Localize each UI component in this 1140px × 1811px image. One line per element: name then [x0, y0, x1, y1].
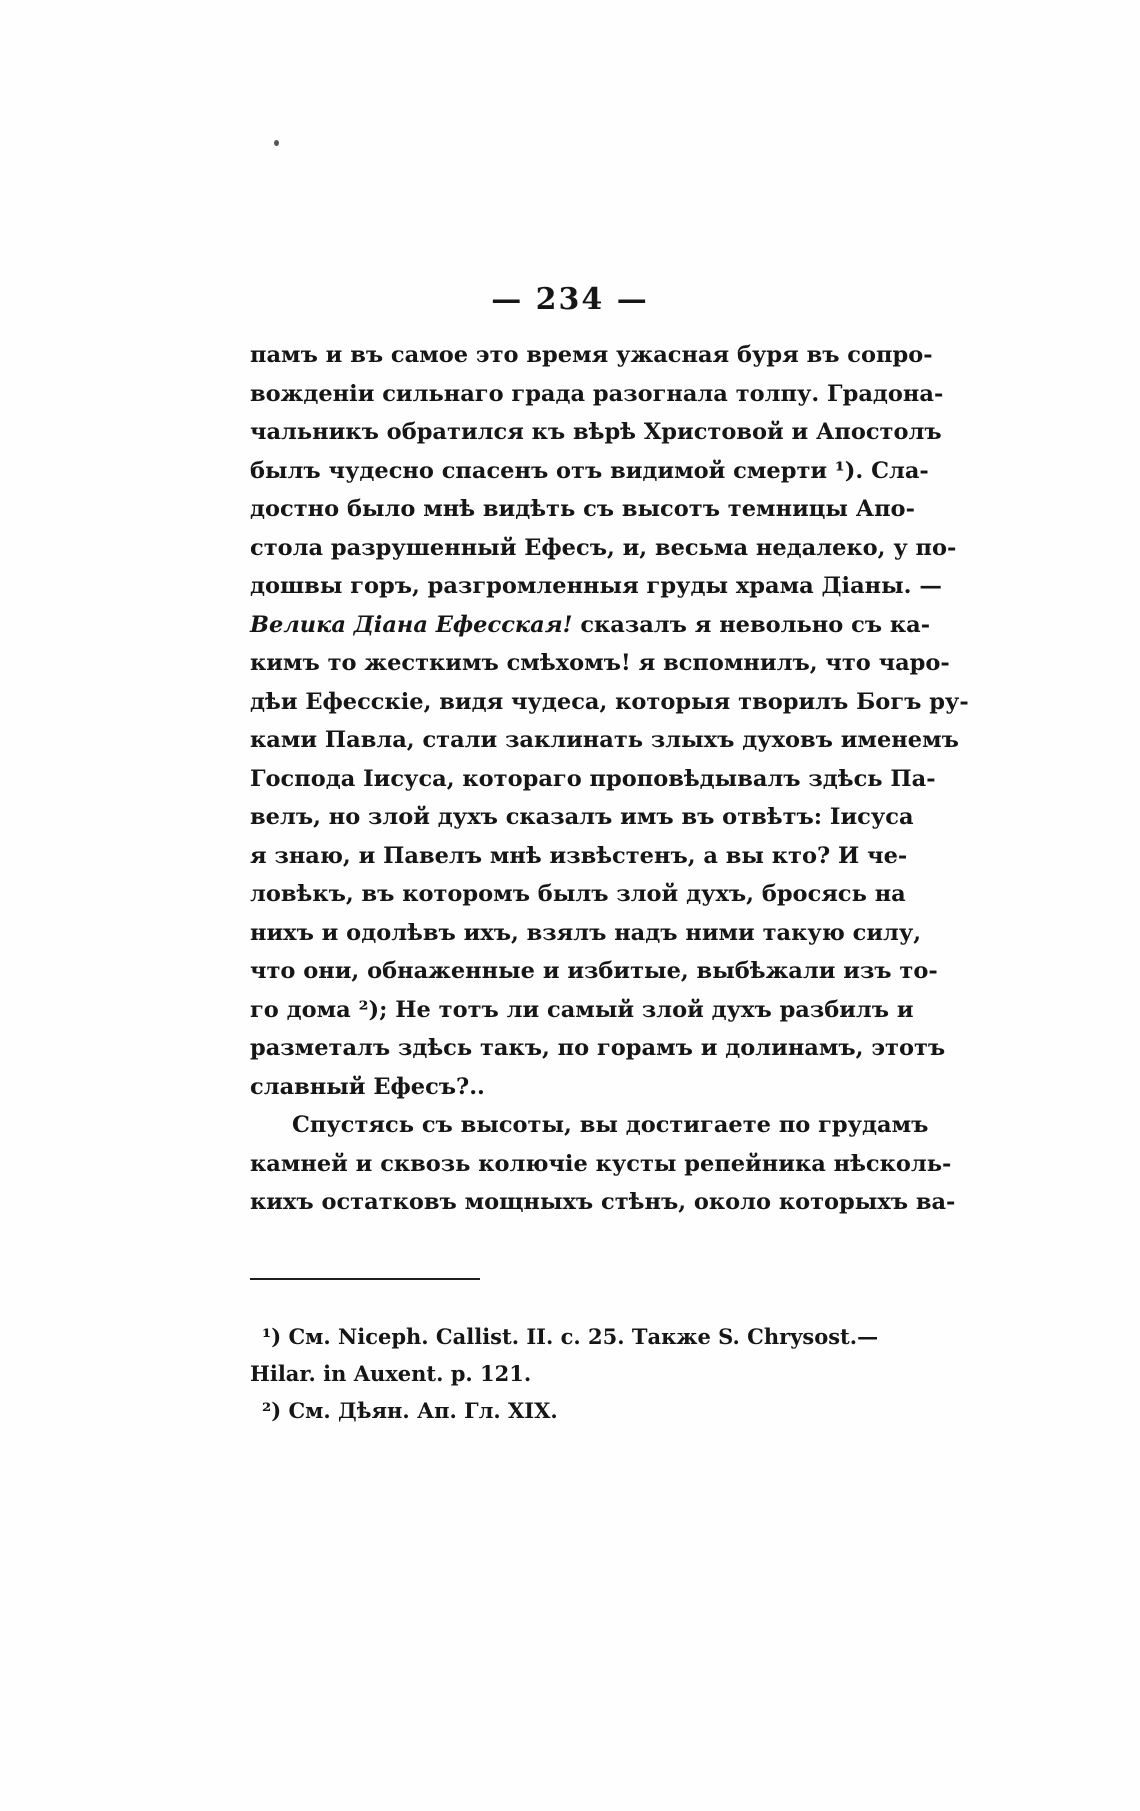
body-line: ловѣкъ, въ которомъ былъ злой духъ, бросясь на	[250, 881, 906, 907]
footnotes	[250, 1318, 880, 1429]
body-line: дошвы горъ, разгромленныя груды храма Діаны. —	[250, 573, 942, 599]
footnote-text: См. Niceph. Callist. II. c. 25. Также S. Chrysost.—	[288, 1324, 879, 1349]
body-line: нихъ и одолѣвъ ихъ, взялъ надъ ними такую силу,	[250, 919, 922, 946]
footnote-2	[250, 1392, 880, 1429]
body-line: велъ, но злой духъ сказалъ имъ въ отвѣтъ: Іисуса	[250, 804, 914, 830]
italic-line-rest: сказалъ я невольно съ ка-	[572, 611, 931, 638]
footnote-mark: ²)	[262, 1398, 282, 1423]
body-line: что они, обнаженные и избитые, выбѣжали изъ то-	[250, 958, 938, 984]
page-number: — 234 —	[491, 282, 649, 317]
italic-quote: Велика Діана Ефесская!	[250, 611, 573, 638]
paragraph-start-line: Спустясь съ высоты, вы достигаете по грудамъ	[292, 1112, 929, 1138]
body-line: вожденіи сильнаго града разогнала толпу. Градона-	[250, 380, 944, 407]
body-line: я знаю, и Павелъ мнѣ извѣстенъ, а вы кто? И че-	[250, 842, 908, 869]
body-line-italic-quote	[250, 606, 931, 645]
footnote-text: Hilar. in Auxent. p. 121.	[250, 1361, 532, 1386]
footnote-text: См. Дѣян. Ап. Гл. XIX.	[288, 1398, 558, 1423]
body-line: го дома ²); Не тотъ ли самый злой духъ разбилъ и	[250, 996, 914, 1023]
footnote-1-continued	[250, 1355, 880, 1392]
body-line: стола разрушенный Ефесъ, и, весьма недалеко, у по-	[250, 534, 957, 561]
body-line: Господа Іисуса, котораго проповѣдывалъ здѣсь Па-	[250, 765, 936, 792]
footnote-separator	[250, 1278, 480, 1280]
body-line: былъ чудесно спасенъ отъ видимой смерти ¹). Сла-	[250, 457, 929, 484]
footnote-1	[250, 1318, 880, 1355]
body-line: разметалъ здѣсь такъ, по горамъ и долинамъ, этотъ	[250, 1035, 946, 1061]
body-line: достно было мнѣ видѣть съ высотъ темницы Апо-	[250, 496, 915, 522]
footnote-mark: ¹)	[262, 1324, 282, 1349]
body-line: камней и сквозь колючіе кусты репейника нѣсколь-	[250, 1150, 952, 1177]
body-line: ками Павла, стали заклинать злыхъ духовъ именемъ	[250, 727, 959, 753]
body-text	[250, 336, 969, 1222]
body-line: чальникъ обратился къ вѣрѣ Христовой и Апостолъ	[250, 419, 942, 445]
body-line: дѣи Ефесскіе, видя чудеса, которыя творилъ Богъ ру-	[250, 688, 969, 715]
body-line: кихъ остатковъ мощныхъ стѣнъ, около которыхъ ва-	[250, 1189, 956, 1215]
body-line: памъ и въ самое это время ужасная буря въ сопро-	[250, 342, 933, 368]
ink-speck	[274, 140, 279, 146]
body-line: славный Ефесъ?..	[250, 1073, 485, 1100]
body-line: кимъ то жесткимъ смѣхомъ! я вспомнилъ, что чаро-	[250, 650, 950, 676]
